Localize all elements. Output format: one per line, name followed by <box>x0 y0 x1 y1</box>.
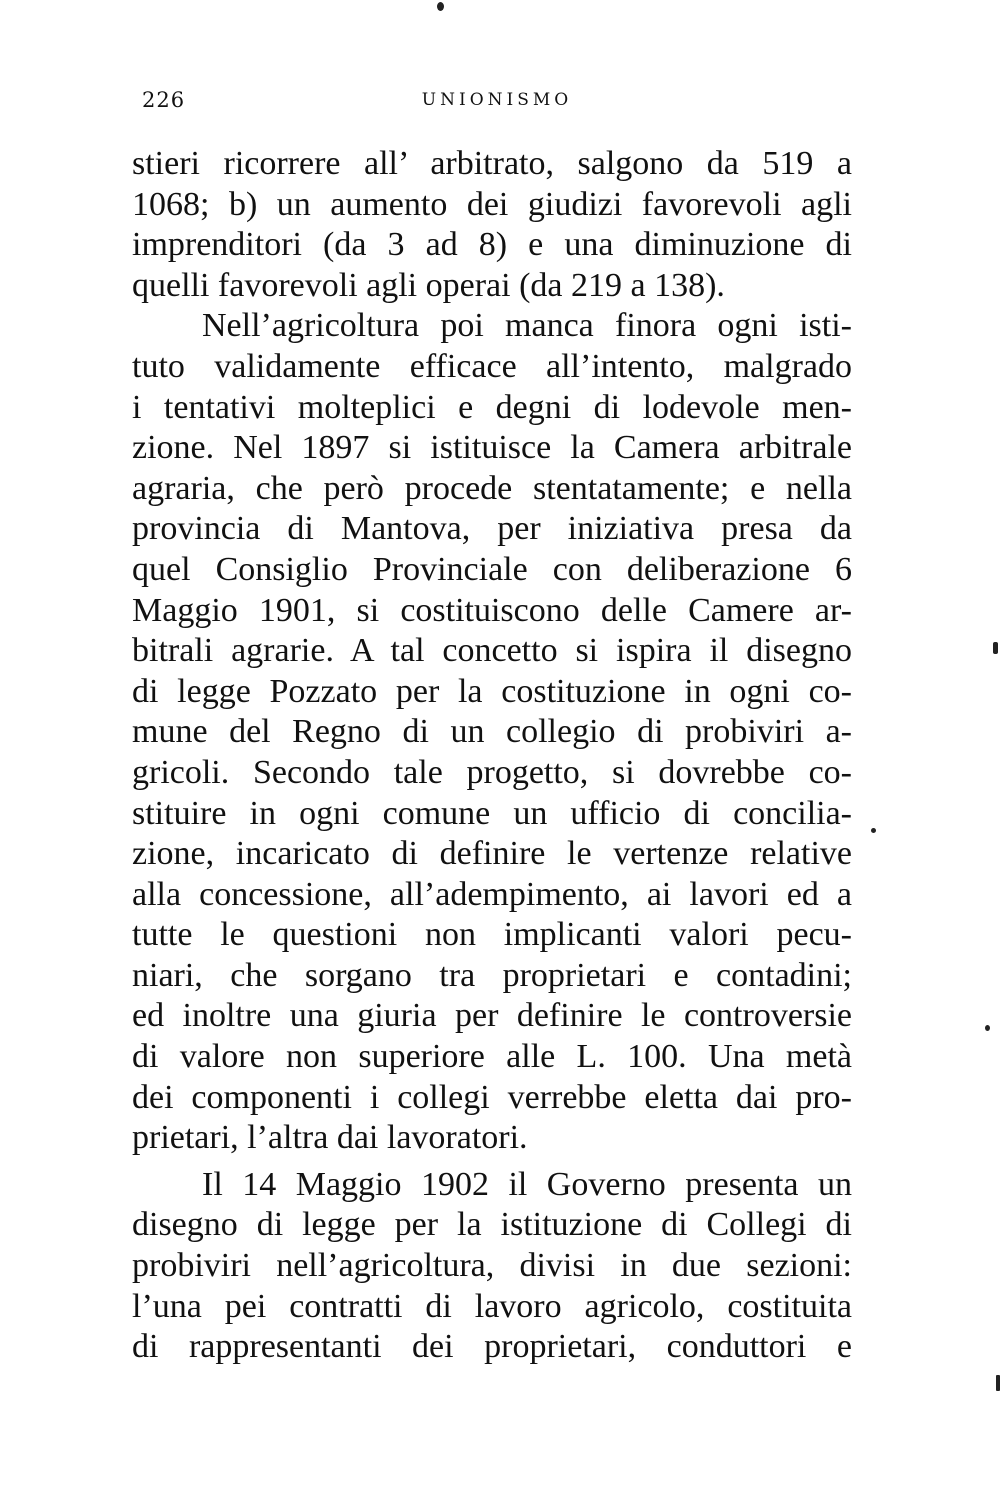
text-line: l’una pei contratti di lavoro agricolo, costituita <box>132 1287 852 1325</box>
text-line: tutte le questioni non implicanti valori pecu- <box>132 916 852 954</box>
body-text <box>132 144 852 1368</box>
text-line: quel Consiglio Provinciale con deliberazione 6 <box>132 550 852 588</box>
text-line: Maggio 1901, si costituiscono delle Camere ar- <box>132 591 852 629</box>
text-line: di valore non superiore alle L. 100. Una metà <box>132 1038 852 1076</box>
text-line: Il 14 Maggio 1902 il Governo presenta un <box>202 1165 852 1203</box>
page-number: 226 <box>142 88 186 112</box>
scan-speck <box>996 1375 1000 1391</box>
text-line: probiviri nell’agricoltura, divisi in due sezioni: <box>132 1247 852 1285</box>
text-line: disegno di legge per la istituzione di Collegi di <box>132 1206 852 1244</box>
text-line: i tentativi molteplici e degni di lodevole men- <box>132 388 852 426</box>
text-line: alla concessione, all’adempimento, ai lavori ed a <box>132 875 852 913</box>
text-line: mune del Regno di un collegio di probiviri a- <box>132 713 852 751</box>
text-line: zione, incaricato di definire le vertenze relative <box>132 835 852 873</box>
text-line: zione. Nel 1897 si istituisce la Camera arbitrale <box>132 429 852 467</box>
text-line: dei componenti i collegi verrebbe eletta dai pro- <box>132 1078 852 1116</box>
running-head <box>142 88 852 118</box>
text-line: quelli favorevoli agli operai (da 219 a 138). <box>132 266 725 304</box>
text-line: agraria, che però procede stentatamente; e nella <box>132 469 852 507</box>
text-line: di rappresentanti dei proprietari, conduttori e <box>132 1328 852 1366</box>
scan-speck <box>437 2 444 11</box>
scan-speck <box>985 1025 990 1031</box>
text-line: stituire in ogni comune un ufficio di concilia- <box>132 794 852 832</box>
text-line: tuto validamente efficace all’intento, malgrado <box>132 347 852 385</box>
text-line: di legge Pozzato per la costituzione in ogni co- <box>132 672 852 710</box>
text-line: imprenditori (da 3 ad 8) e una diminuzione di <box>132 226 852 264</box>
text-line: niari, che sorgano tra proprietari e contadini; <box>132 956 852 994</box>
text-line: provincia di Mantova, per iniziativa presa da <box>132 510 852 548</box>
text-line: Nell’agricoltura poi manca finora ogni isti- <box>202 307 852 345</box>
text-line: 1068; b) un aumento dei giudizi favorevoli agli <box>132 185 852 223</box>
running-title: UNIONISMO <box>421 90 573 110</box>
text-line: stieri ricorrere all’ arbitrato, salgono da 519 a <box>132 145 852 182</box>
text-line: ed inoltre una giuria per definire le controversie <box>132 997 852 1035</box>
scan-speck <box>993 642 998 654</box>
text-line: gricoli. Secondo tale progetto, si dovrebbe co- <box>132 753 852 791</box>
text-line: bitrali agrarie. A tal concetto si ispira il disegno <box>132 632 852 670</box>
text-line: prietari, l’altra dai lavoratori. <box>132 1119 528 1157</box>
scan-speck <box>871 828 876 833</box>
